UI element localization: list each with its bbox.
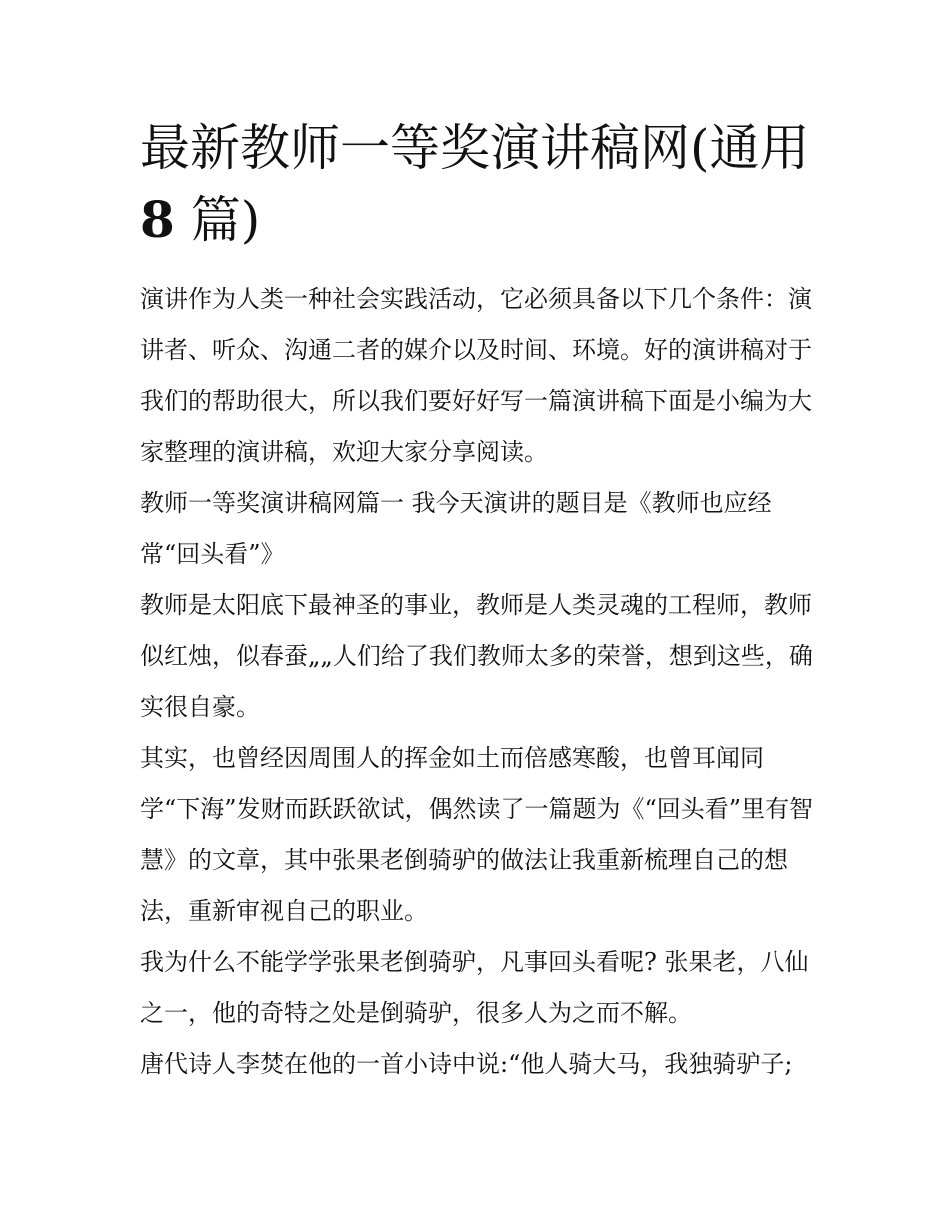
document-body — [140, 274, 816, 1090]
paragraph-zhangguolao: 我为什么不能学学张果老倒骑驴，凡事回头看呢? 张果老，八仙之一，他的奇特之处是倒骑驴，很多人为之而不解。 — [140, 948, 809, 1027]
title-text: 最新教师一等奖演讲稿网(通用 — [140, 119, 810, 177]
document-title — [140, 112, 820, 256]
paragraph-speech-title: 教师一等奖演讲稿网篇一 我今天演讲的题目是《教师也应经常“回头看”》 — [140, 489, 772, 568]
paragraph-intro: 演讲作为人类一种社会实践活动，它必须具备以下几个条件：演讲者、听众、沟通二者的媒介以及时间、环境。好的演讲稿对于我们的帮助很大，所以我们要好好写一篇演讲稿下面是小编为大家整理的演讲稿，欢迎大家分享阅读。 — [140, 285, 812, 466]
paragraph-reflection: 其实，也曾经因周围人的挥金如土而倍感寒酸，也曾耳闻同学“下海”发财而跃跃欲试，偶然读了一篇题为《“回头看”里有智慧》的文章，其中张果老倒骑驴的做法让我重新梳理自己的想法，重新审视自己的职业。 — [140, 744, 814, 925]
paragraph-poem: 唐代诗人李焚在他的一首小诗中说:“他人骑大马，我独骑驴子; — [140, 1050, 793, 1078]
title-number: 8 — [140, 190, 175, 249]
title-suffix: 篇) — [174, 191, 261, 249]
paragraph-teacher-honor: 教师是太阳底下最神圣的事业，教师是人类灵魂的工程师，教师似红烛，似春蚕„„人们给了我们教师太多的荣誉，想到这些，确实很自豪。 — [140, 591, 813, 721]
